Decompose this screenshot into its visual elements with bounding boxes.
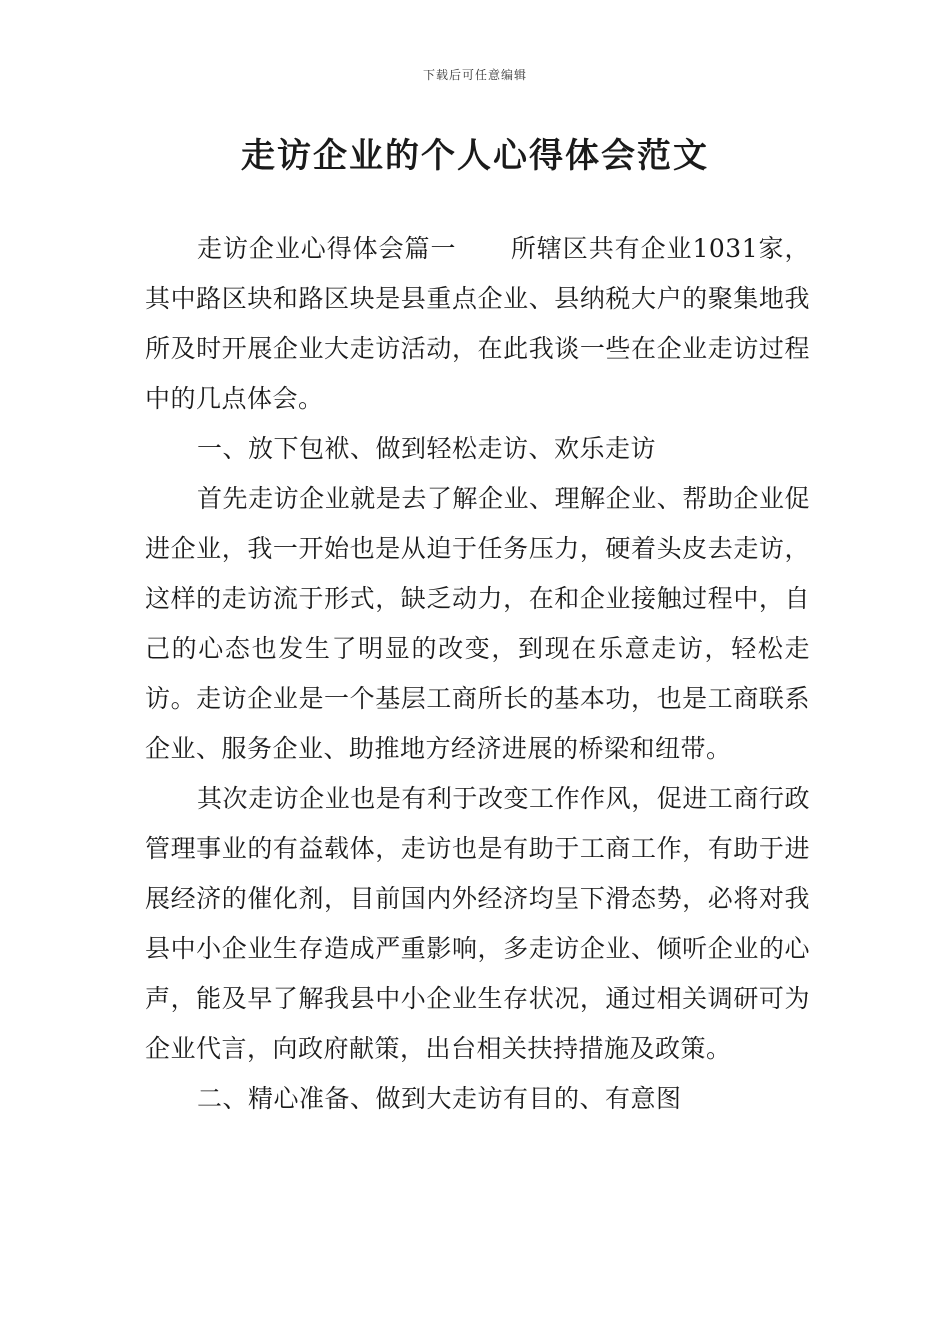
body-paragraph-1: 首先走访企业就是去了解企业、理解企业、帮助企业促进企业，我一开始也是从迫于任务压力，硬着头皮去走访，这样的走访流于形式，缺乏动力，在和企业接触过程中，自己的心态也发生了明显的改变，到现在乐意走访，轻松走访。走访企业是一个基层工商所长的基本功，也是工商联系企业、服务企业、助推地方经济进展的桥梁和纽带。 — [145, 484, 810, 763]
intro-text: 所辖区共有企业1031家，其中路区块和路区块是县重点企业、县纳税大户的聚集地我所及时开展企业大走访活动，在此我谈一些在企业走访过程中的几点体会。 — [145, 234, 810, 413]
section-heading-1: 一、放下包袱、做到轻松走访、欢乐走访 — [197, 434, 657, 463]
document-title: 走访企业的个人心得体会范文 — [241, 136, 709, 176]
document-body — [145, 224, 810, 1124]
body-paragraph-2: 其次走访企业也是有利于改变工作作风，促进工商行政管理事业的有益载体，走访也是有助于工商工作，有助于进展经济的催化剂，目前国内外经济均呈下滑态势，必将对我县中小企业生存造成严重影响，多走访企业、倾听企业的心声，能及早了解我县中小企业生存状况，通过相关调研可为企业代言，向政府献策，出台相关扶持措施及政策。 — [145, 784, 810, 1063]
section-heading-2: 二、精心准备、做到大走访有目的、有意图 — [197, 1084, 682, 1113]
intro-paragraph — [145, 224, 810, 424]
intro-label: 走访企业心得体会篇一 — [197, 234, 457, 263]
header-note: 下载后可任意编辑 — [422, 68, 527, 82]
